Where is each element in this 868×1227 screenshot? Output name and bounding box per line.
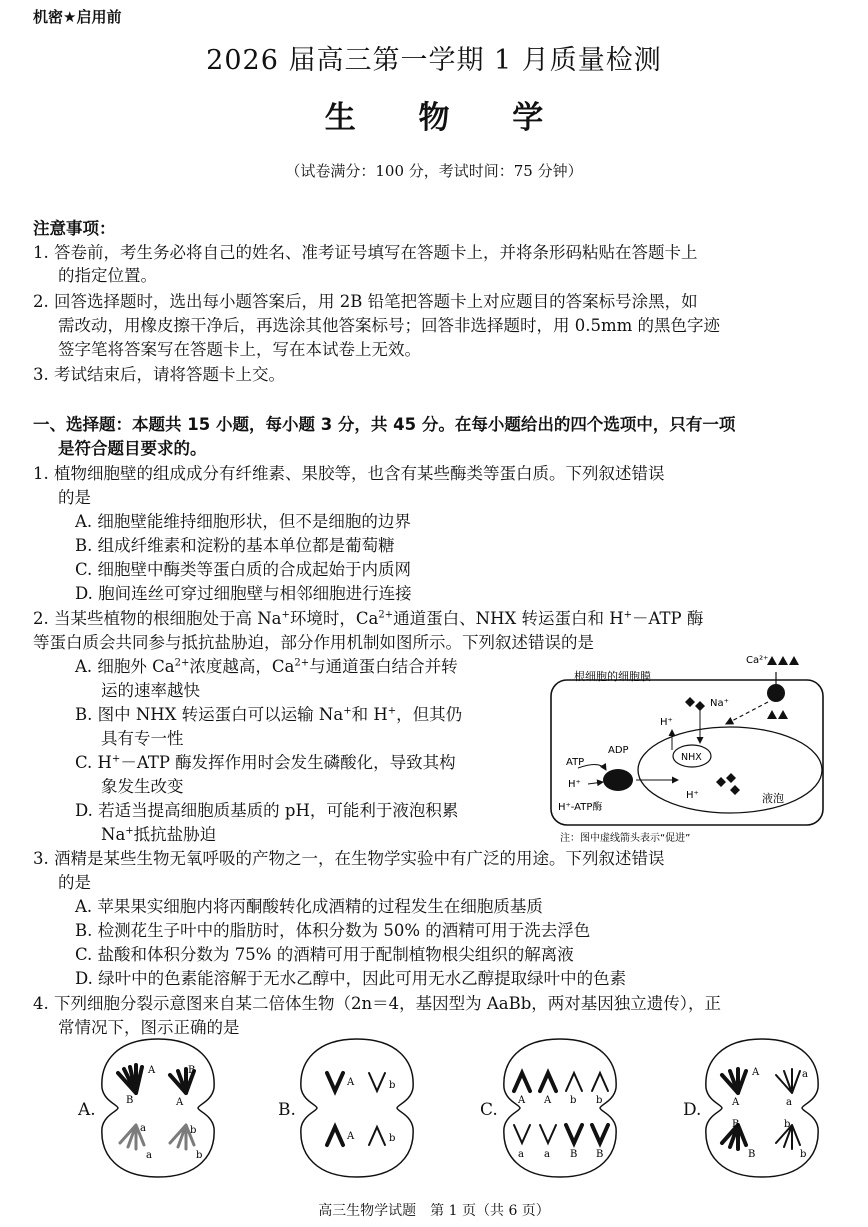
gene-label: b [190, 1125, 197, 1136]
dark-chromosome [327, 1127, 343, 1145]
membrane-label: 根细胞的细胞膜 [574, 670, 651, 683]
q2-option-a [75, 656, 458, 678]
q3-option-d: D. 绿叶中的色素能溶解于无水乙醇中，因此可用无水乙醇提取绿叶中的色素 [75, 969, 627, 988]
light-chromosome [369, 1073, 385, 1091]
q2-option-b-cont: 具有专一性 [101, 729, 184, 748]
q4-stem: 4. 下列细胞分裂示意图来自某二倍体生物（2n＝4，基因型为 AaBb，两对基因独立遗传），正 [33, 994, 722, 1013]
na-label: Na⁺ [710, 698, 729, 709]
ca-ions-outside [767, 656, 799, 665]
notice-line: 2. 回答选择题时，选出每小题答案后，用 2B 铅笔把答题卡上对应题目的答案标号涂黑，如 [33, 292, 698, 311]
exam-info: （试卷满分：100 分，考试时间：75 分钟） [285, 162, 583, 180]
q2-stem-part: －ATP 酶 [631, 609, 704, 628]
sup-plus: + [343, 705, 352, 717]
light-chromosomes [514, 1125, 556, 1143]
gene-label: a [518, 1149, 524, 1160]
q2-a-part: 与通道蛋白结合并转 [309, 657, 458, 676]
light-chromosomes [776, 1069, 800, 1093]
gene-label: B [126, 1095, 134, 1106]
h-label-vacuole: H⁺ [686, 790, 699, 801]
q4-option-d-label: D. [683, 1100, 702, 1120]
gene-label: b [784, 1119, 791, 1130]
sup-2plus: 2+ [378, 609, 394, 621]
confidential-mark: 机密★启用前 [33, 8, 122, 26]
gene-label: A [518, 1095, 526, 1106]
dark-chromosomes [566, 1125, 608, 1143]
q1-option-a: A. 细胞壁能维持细胞形状，但不是细胞的边界 [75, 512, 411, 531]
dark-chromosomes [514, 1073, 556, 1091]
notice-line: 1. 答卷前，考生务必将自己的姓名、准考证号填写在答题卡上，并将条形码粘贴在答题卡上 [33, 243, 698, 262]
cell-outline [301, 1039, 413, 1177]
q2-b-part: 和 H [351, 705, 388, 724]
gene-label: b [596, 1095, 603, 1106]
q2-c-part: C. H [75, 753, 112, 772]
adp-label: ADP [608, 745, 629, 756]
sup-plus: + [623, 609, 632, 621]
q2-option-a-cont: 运的速率越快 [101, 681, 200, 700]
vacuole-membrane [638, 727, 822, 813]
gene-label: B [570, 1149, 578, 1160]
pump-label: H⁺-ATP酶 [558, 802, 603, 813]
q3-stem: 3. 酒精是某些生物无氧呼吸的产物之一，在生物学实验中有广泛的用途。下列叙述错误 [33, 849, 665, 868]
q1-stem-cont: 的是 [58, 488, 91, 507]
gene-label: B [188, 1065, 196, 1076]
gene-label: B [748, 1149, 756, 1160]
q2-stem-cont: 等蛋白质会共同参与抵抗盐胁迫，部分作用机制如图所示。下列叙述错误的是 [33, 633, 594, 652]
q2-stem-part: 通道蛋白、NHX 转运蛋白和 H [393, 609, 624, 628]
q2-c-part: －ATP 酶发挥作用时会发生磷酸化，导致其构 [120, 753, 456, 772]
gene-label: A [752, 1067, 760, 1078]
notice-heading: 注意事项： [33, 219, 116, 238]
atp-label: ATP [566, 757, 585, 768]
page-footer: 高三生物学试题 第 1 页（共 6 页） [318, 1203, 550, 1219]
root-cell-diagram [548, 650, 838, 845]
gene-label: a [802, 1069, 808, 1080]
q2-option-d: D. 若适当提高细胞质基质的 pH，可能利于液泡积累 [75, 801, 459, 820]
q4-cell-c [500, 1033, 620, 1183]
q4-cell-a [98, 1033, 218, 1183]
q2-d-part: Na [101, 825, 126, 844]
q2-stem-part: 环境时，Ca [289, 609, 379, 628]
q4-cell-d [702, 1033, 822, 1183]
gene-label: a [140, 1123, 146, 1134]
q3-stem-cont: 的是 [58, 873, 91, 892]
notice-line: 的指定位置。 [58, 266, 157, 285]
nhx-label: NHX [681, 752, 702, 763]
ca-ions-inside [767, 710, 788, 719]
q2-d-part: 抵抗盐胁迫 [133, 825, 217, 844]
promote-arrow [726, 702, 768, 724]
q2-b-part: ，但其仍 [396, 705, 463, 724]
h-label-top: H⁺ [660, 717, 673, 728]
q2-stem [33, 608, 703, 630]
q2-option-b [75, 704, 462, 726]
q2-a-part: A. 细胞外 Ca [75, 657, 175, 676]
gene-label: b [196, 1150, 203, 1161]
notice-line: 需改动，用橡皮擦干净后，再选涂其他答案标号；回答非选择题时，用 0.5mm 的黑色字迹 [58, 316, 721, 335]
q2-a-part: 浓度越高，Ca [189, 657, 295, 676]
q1-option-d: D. 胞间连丝可穿过细胞壁与相邻细胞进行连接 [75, 584, 412, 603]
q3-option-a: A. 苹果果实细胞内将丙酮酸转化成酒精的过程发生在细胞质基质 [75, 897, 543, 916]
subject-title: 生 物 学 [324, 100, 570, 136]
gene-label: A [347, 1077, 355, 1088]
q2-option-c-cont: 象发生改变 [101, 777, 184, 796]
sup-2plus: 2+ [174, 657, 190, 669]
gene-label: a [786, 1097, 792, 1108]
notice-line: 3. 考试结束后，请将答题卡上交。 [33, 365, 285, 384]
gene-label: A [347, 1131, 355, 1142]
gene-label: b [389, 1080, 396, 1091]
q1-option-c: C. 细胞壁中酶类等蛋白质的合成起始于内质网 [75, 560, 412, 579]
ca-label: Ca²⁺ [746, 655, 769, 666]
na-ions [685, 697, 705, 711]
gene-label: a [146, 1150, 152, 1161]
gene-label: b [570, 1095, 577, 1106]
gene-label: B [732, 1119, 740, 1130]
gene-label: b [389, 1133, 396, 1144]
sup-plus: + [281, 609, 290, 621]
h-into-pump-arrow [588, 782, 603, 784]
q2-b-part: B. 图中 NHX 转运蛋白可以运输 Na [75, 705, 344, 724]
vacuole-na-ions [716, 773, 740, 795]
q4-option-a-label: A. [78, 1100, 96, 1120]
light-chromosome [369, 1127, 385, 1145]
ca-channel [767, 684, 785, 702]
gene-label: B [596, 1149, 604, 1160]
gene-label: A [732, 1097, 740, 1108]
q2-stem-part: 2. 当某些植物的根细胞处于高 Na [33, 609, 282, 628]
h-atpase-pump [603, 769, 633, 791]
gene-label: A [176, 1097, 184, 1108]
h-label-cyto: H⁺ [568, 779, 581, 790]
q4-stem-cont: 常情况下，图示正确的是 [58, 1018, 240, 1037]
q3-option-c: C. 盐酸和体积分数为 75% 的酒精可用于配制植物根尖组织的解离液 [75, 945, 574, 964]
q2-option-c [75, 752, 456, 774]
dark-chromosomes [722, 1069, 746, 1093]
exam-title: 2026 届高三第一学期 1 月质量检测 [206, 45, 662, 76]
q2-option-d-cont [101, 824, 216, 846]
q3-option-b: B. 检测花生子叶中的脂肪时，体积分数为 50% 的酒精可用于洗去浮色 [75, 921, 591, 940]
q4-option-c-label: C. [480, 1100, 498, 1120]
gene-label: b [800, 1149, 807, 1160]
gene-label: a [544, 1149, 550, 1160]
dark-chromosome [327, 1073, 343, 1091]
gene-label: A [544, 1095, 552, 1106]
light-chromosomes [566, 1073, 608, 1091]
sup-2plus: 2+ [294, 657, 310, 669]
q4-cell-b [297, 1033, 417, 1183]
sup-plus: + [387, 705, 397, 717]
sup-plus: + [125, 825, 134, 837]
q1-option-b: B. 组成纤维素和淀粉的基本单位都是葡萄糖 [75, 536, 395, 555]
dark-chromosomes [118, 1065, 142, 1093]
section-heading: 一、选择题：本题共 15 小题，每小题 3 分，共 45 分。在每小题给出的四个选项中，只有一项 [33, 415, 736, 434]
section-heading-cont: 是符合题目要求的。 [58, 439, 207, 458]
vacuole-label: 液泡 [762, 792, 784, 805]
sup-plus: + [111, 753, 121, 765]
q1-stem: 1. 植物细胞壁的组成成分有纤维素、果胶等，也含有某些酶类等蛋白质。下列叙述错误 [33, 464, 665, 483]
notice-line: 签字笔将答案写在答题卡上，写在本试卷上无效。 [58, 340, 421, 359]
q4-option-b-label: B. [278, 1100, 296, 1120]
gene-label: A [148, 1065, 156, 1076]
figure-note: 注：图中虚线箭头表示“促进” [560, 833, 691, 844]
